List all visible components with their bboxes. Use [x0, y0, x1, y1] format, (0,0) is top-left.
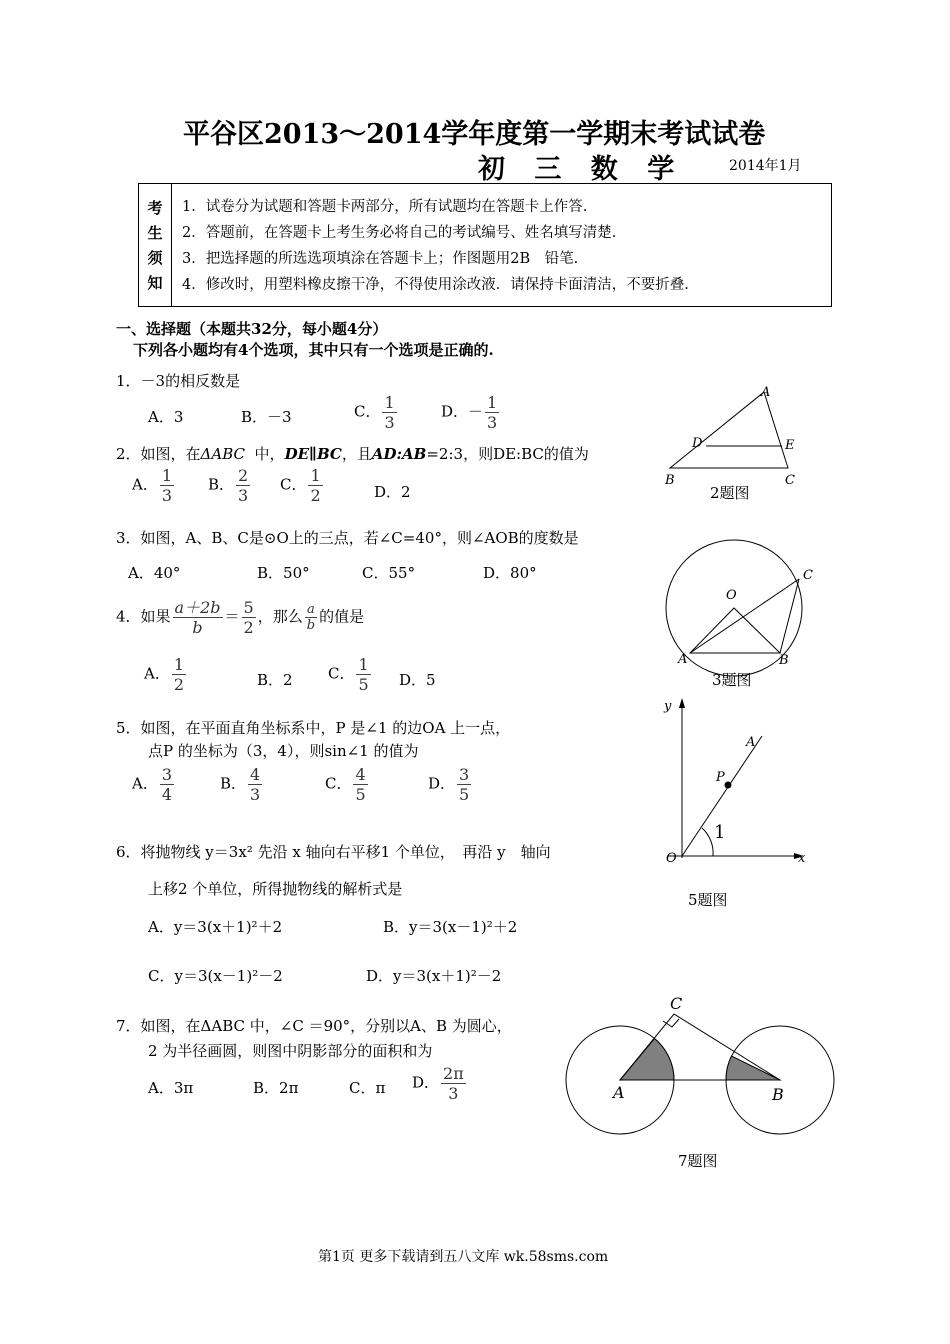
q3-option-b: B．50° [257, 564, 310, 582]
q1-stem: 1．－3的相反数是 [116, 372, 241, 390]
fig7-shaded-sector-b [726, 1056, 780, 1080]
fig7-label-b: B [772, 1085, 784, 1104]
fig2-label-d: D [692, 436, 703, 451]
q5-option-d: D． $\frac{3}{5}$ [428, 765, 470, 805]
q6-line2: 上移2 个单位，所得抛物线的解析式是 [148, 880, 403, 898]
fig7-shaded-sector-a [620, 1039, 674, 1081]
q6-option-d: D．y＝3(x＋1)²－2 [366, 967, 502, 985]
q3-option-c: C．55° [362, 564, 416, 582]
page-subtitle: 初 三 数 学 [478, 154, 685, 185]
fig5-label-o: O [666, 851, 677, 866]
q6-option-c: C．y＝3(x－1)²－2 [148, 967, 283, 985]
q7-option-b: B．2π [253, 1079, 299, 1097]
fig3-label-c: C [803, 568, 813, 583]
fig5-label-y: y [664, 699, 672, 714]
exam-date: 2014年1月 [729, 158, 802, 174]
q7-line1: 7．如图，在ΔABC 中，∠C ＝90°，分别以A、B 为圆心， [116, 1017, 512, 1035]
fig3-label-o: O [726, 588, 737, 603]
notice-item: 4．修改时，用塑料橡皮擦干净，不得使用涂改液．请保持卡面清洁，不要折叠. [182, 277, 689, 293]
fig5-label-p: P [716, 770, 725, 785]
q4-option-d: D．5 [399, 671, 436, 689]
q4-stem: 4．如果 $\frac{a+2b}{b}$ ＝ $\frac{5}{2}$ ，那么 $\frac{a}{b}$ 的值是 [116, 598, 365, 638]
fig2-label-a: A [761, 385, 771, 400]
q5-line2: 点P 的坐标为（3，4），则sin∠1 的值为 [148, 742, 419, 760]
section-heading: 一、选择题（本题共32分，每小题4分） [116, 320, 388, 338]
fig3-label-b: B [779, 653, 789, 668]
fig5-label-x: x [798, 851, 806, 866]
q5-line1: 5．如图，在平面直角坐标系中，P 是∠1 的边OA 上一点， [116, 719, 511, 737]
q4-option-b: B．2 [257, 671, 293, 689]
notice-item: 3．把选择题的所选选项填涂在答题卡上；作图题用2B 铅笔. [182, 251, 579, 267]
fig3-triangle-aob [690, 608, 780, 653]
section-instruction: 下列各小题均有4个选项，其中只有一个选项是正确的. [133, 341, 494, 359]
notice-box [138, 183, 832, 307]
q2-option-b: B． $\frac{2}{3}$ [208, 466, 249, 506]
fig5-angle-arc [702, 828, 713, 856]
q3-stem: 3．如图，A、B、C是⊙O上的三点，若∠C=40°，则∠AOB的度数是 [116, 529, 579, 547]
q2-option-c: C． $\frac{1}{2}$ [280, 466, 321, 506]
fig2-label-c: C [785, 473, 795, 488]
fig7-caption: 7题图 [678, 1152, 718, 1170]
fig7-label-a: A [613, 1083, 625, 1102]
q3-option-d: D．80° [483, 564, 537, 582]
q7-option-a: A．3π [148, 1079, 194, 1097]
q7-line2: 2 为半径画圆，则图中阴影部分的面积和为 [148, 1042, 433, 1060]
fig2-caption: 2题图 [710, 484, 750, 502]
q5-option-c: C． $\frac{4}{5}$ [325, 765, 366, 805]
q6-option-b: B．y＝3(x－1)²＋2 [383, 918, 518, 936]
q1-option-d: D．－ $\frac{1}{3}$ [441, 393, 498, 433]
q6-line1: 6．将抛物线 y＝3x² 先沿 x 轴向右平移1 个单位， 再沿 y 轴向 [116, 843, 551, 861]
fig5-label-angle: 1 [714, 822, 726, 843]
fig5-y-arrow [679, 698, 685, 708]
q4-option-a: A． $\frac{1}{2}$ [144, 655, 185, 695]
fig2-label-e: E [785, 438, 795, 453]
q3-option-a: A．40° [128, 564, 181, 582]
q1-option-c: C． $\frac{1}{3}$ [354, 393, 395, 433]
fig5-caption: 5题图 [688, 891, 728, 909]
q7-option-d: D． $\frac{2\pi}{3}$ [412, 1064, 464, 1104]
fig3-caption: 3题图 [712, 671, 752, 689]
q1-option-b: B．－3 [241, 408, 292, 426]
q2-option-d: D．2 [374, 483, 411, 501]
q4-option-c: C． $\frac{1}{5}$ [328, 655, 369, 695]
fig2-label-b: B [665, 473, 675, 488]
fig7-right-angle-mark [663, 1019, 679, 1027]
q6-option-a: A．y＝3(x＋1)²＋2 [148, 918, 283, 936]
q5-option-b: B． $\frac{4}{3}$ [220, 765, 261, 805]
notice-item: 1．试卷分为试题和答题卡两部分，所有试题均在答题卡上作答. [182, 199, 588, 215]
fig5-point-p [725, 782, 732, 789]
fig5-label-a: A [746, 735, 756, 750]
figure-5 [650, 690, 820, 915]
q5-option-a: A． $\frac{3}{4}$ [132, 765, 173, 805]
q7-option-c: C．π [349, 1079, 386, 1097]
figure-7 [560, 990, 840, 1175]
figure-2 [660, 380, 810, 510]
notice-label: 考 生 须 知 [139, 184, 172, 306]
fig2-triangle [670, 392, 788, 468]
notice-item: 2．答题前，在答题卡上考生务必将自己的考试编号、姓名填写清楚. [182, 225, 617, 241]
notice-items [182, 194, 689, 298]
page-title: 平谷区2013～2014学年度第一学期末考试试卷 [183, 119, 766, 150]
q2-option-a: A． $\frac{1}{3}$ [132, 466, 173, 506]
page-footer: 第1页 更多下载请到五八文库 wk.58sms.com [318, 1249, 609, 1265]
fig3-label-a: A [678, 652, 688, 667]
q2-stem: 2．如图，在ΔABC 中，DE∥BC，且AD:AB=2:3，则DE:BC的值为 [116, 445, 589, 463]
fig7-label-c: C [670, 994, 683, 1013]
q1-option-a: A．3 [148, 408, 184, 426]
figure-3 [660, 535, 820, 695]
